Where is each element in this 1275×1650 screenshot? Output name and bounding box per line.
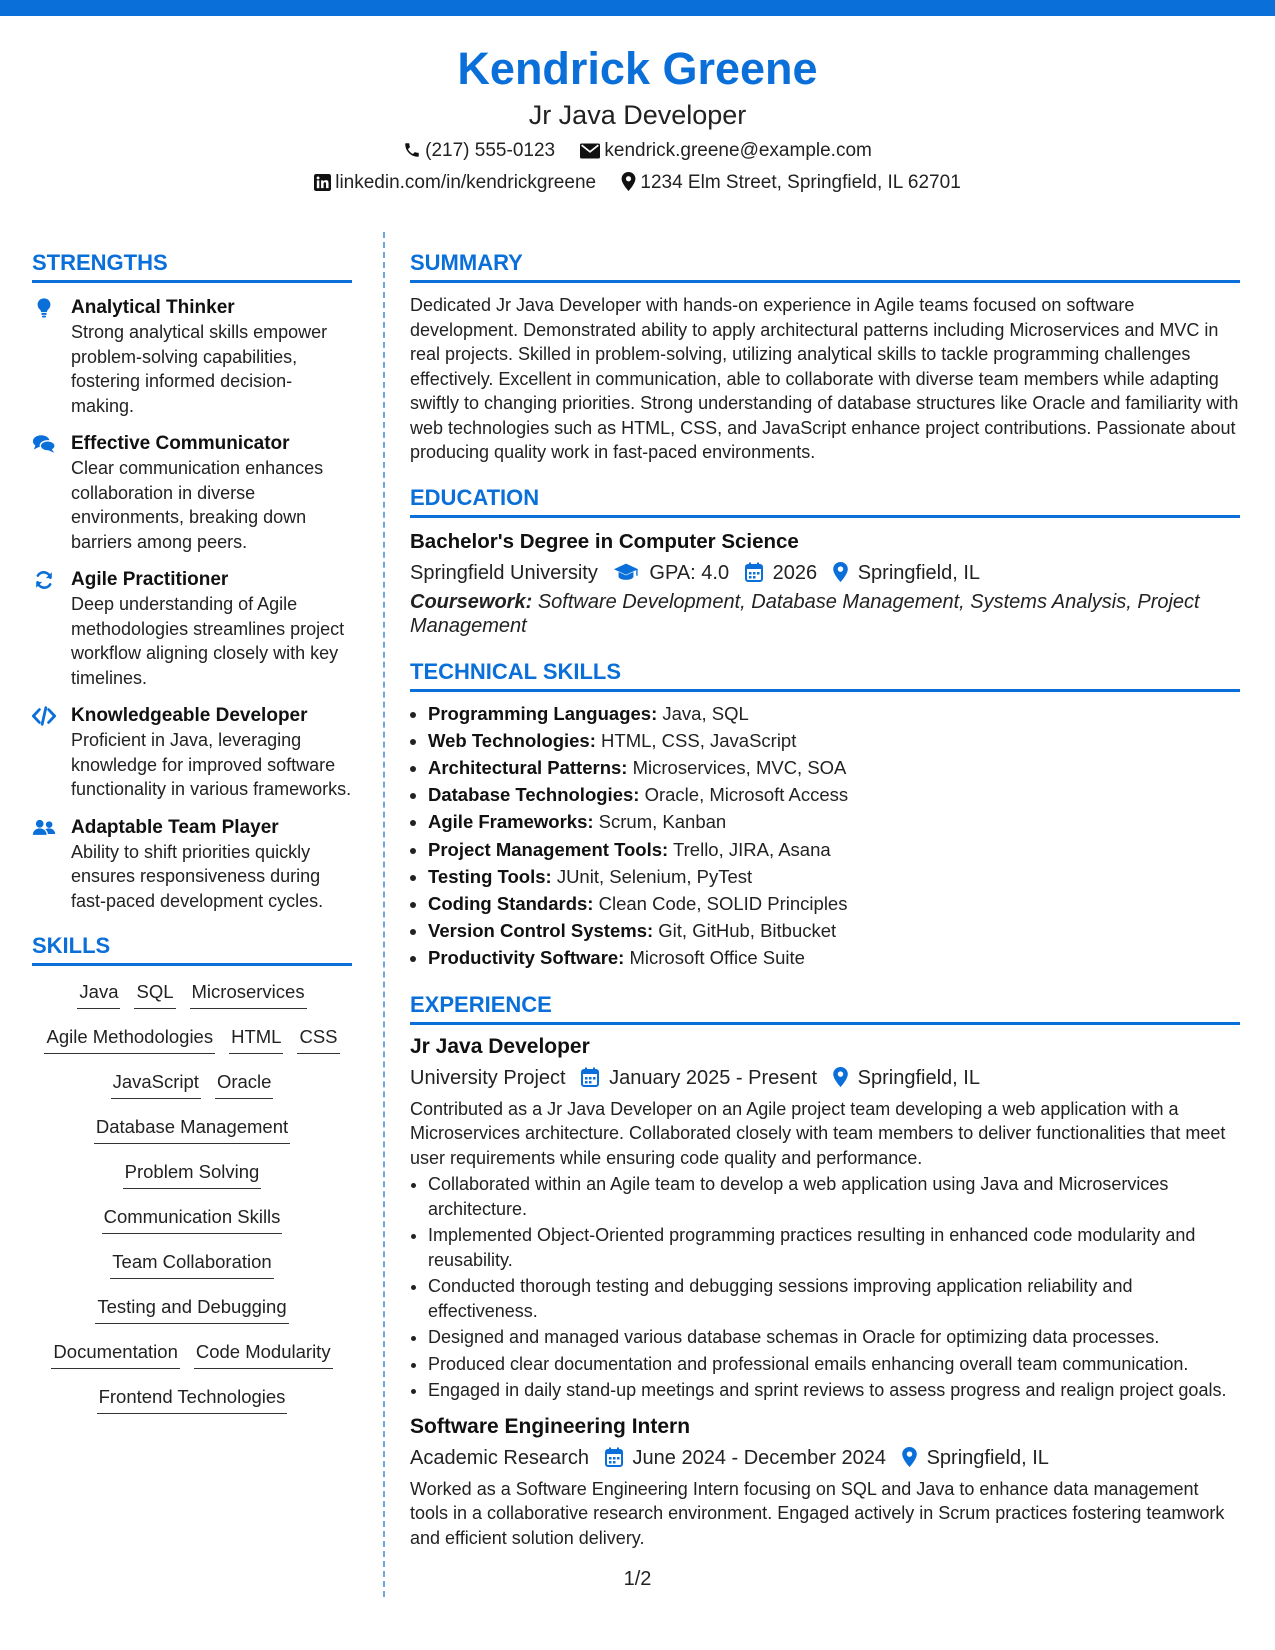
list-item — [428, 917, 1240, 944]
skill-tag: Communication Skills — [102, 1205, 283, 1234]
job-description: Contributed as a Jr Java Developer on an Agile project team developing a web application with a Microservices architecture. Collaborated closely with team members to deliver functionalities that meet user requirements while ensuring code quality and performance. — [410, 1098, 1226, 1168]
skills-row — [32, 1160, 352, 1205]
skill-category: Project Management Tools: — [428, 838, 669, 860]
skill-values: Java, SQL — [662, 702, 749, 724]
skill-tag: Java — [77, 980, 120, 1009]
coursework-list: Software Development, Database Management, Systems Analysis, Project Management — [410, 590, 1200, 637]
resume-header — [0, 40, 1275, 196]
skill-tag: Microservices — [190, 980, 307, 1009]
skills-cloud — [32, 980, 352, 1430]
experience-heading: EXPERIENCE — [410, 990, 1240, 1025]
summary-heading: SUMMARY — [410, 248, 1240, 283]
skill-category: Programming Languages: — [428, 702, 658, 724]
strength-title: Adaptable Team Player — [71, 816, 279, 838]
skill-tag: SQL — [134, 980, 175, 1009]
page-number: 1/2 — [623, 1568, 652, 1590]
skill-values: Microsoft Office Suite — [629, 947, 805, 969]
list-item: • Produced clear documentation and professional emails enhancing overall team communication. — [428, 1352, 1240, 1377]
email-text: kendrick.greene@example.com — [604, 140, 872, 161]
skill-tag: Team Collaboration — [110, 1250, 273, 1279]
skill-category: Coding Standards: — [428, 892, 594, 914]
skill-tag: Frontend Technologies — [97, 1385, 288, 1414]
job-bullets — [410, 1172, 1240, 1403]
calendar-icon — [605, 1447, 623, 1467]
job-location: Springfield, IL — [857, 1066, 980, 1089]
skills-row — [32, 1340, 352, 1385]
skills-row — [32, 1070, 352, 1115]
job-meta — [410, 1063, 1240, 1093]
job-organization: University Project — [410, 1066, 566, 1089]
map-pin-icon — [833, 1067, 848, 1087]
skills-section — [32, 931, 352, 1430]
skill-tag: Agile Methodologies — [44, 1025, 215, 1054]
skill-values: HTML, CSS, JavaScript — [601, 729, 797, 751]
skill-tag: Database Management — [94, 1115, 290, 1144]
code-icon — [32, 705, 56, 727]
skill-tag: Problem Solving — [123, 1160, 262, 1189]
skills-heading: SKILLS — [32, 931, 352, 966]
education-meta — [410, 558, 1240, 588]
skills-row — [32, 1205, 352, 1250]
school-name: Springfield University — [410, 561, 598, 584]
job-organization: Academic Research — [410, 1446, 589, 1469]
linkedin-text: linkedin.com/in/kendrickgreene — [335, 172, 597, 193]
phone-item — [403, 138, 555, 164]
strength-description: Proficient in Java, leveraging knowledge for improved software functionality in various frameworks. — [71, 730, 352, 799]
skill-tag: Documentation — [51, 1340, 179, 1369]
list-item — [428, 781, 1240, 808]
map-pin-icon — [833, 562, 848, 582]
strengths-list — [32, 295, 352, 913]
strength-title: Effective Communicator — [71, 433, 290, 454]
skill-tag: HTML — [229, 1025, 283, 1054]
sync-icon — [32, 569, 56, 591]
technical-skills-heading: TECHNICAL SKILLS — [410, 657, 1240, 692]
skill-category: Agile Frameworks: — [428, 811, 594, 833]
column-divider — [383, 232, 385, 1597]
contact-row-2 — [0, 170, 1275, 196]
skills-row — [32, 1295, 352, 1340]
skill-category: Productivity Software: — [428, 947, 625, 969]
skill-tag: JavaScript — [111, 1070, 201, 1099]
coursework-label: Coursework: — [410, 590, 533, 613]
list-item — [428, 890, 1240, 917]
summary-text: Dedicated Jr Java Developer with hands-on experience in Agile teams focused on software development. Demonstrated ability to apply architectural patterns including Microservices and MVC in real projects. Skilled in problem-solving, utilizing analytical skills to tackle programming challenges effectively. Excellent in communication, able to collaborate with diverse team members while adapting swiftly to changing priorities. Strong understanding of database structures like Oracle and familiarity with web technologies such as HTML, CSS, and JavaScript enhance project contributions. Passionate about producing quality work in fast-paced environments. — [410, 295, 1239, 462]
job-dates: June 2024 - December 2024 — [632, 1446, 887, 1469]
skill-tag: Code Modularity — [194, 1340, 333, 1369]
candidate-title: Jr Java Developer — [528, 100, 747, 130]
strength-item — [32, 815, 352, 914]
education-location: Springfield, IL — [857, 561, 981, 584]
comments-icon — [32, 433, 56, 455]
skills-row — [32, 1385, 352, 1430]
strength-description: Clear communication enhances collaboration in diverse environments, breaking down barriers among peers. — [71, 458, 324, 552]
skill-category: Testing Tools: — [428, 865, 552, 887]
skill-category: Database Technologies: — [428, 784, 640, 806]
technical-skills-list — [410, 700, 1240, 972]
skill-values: Git, GitHub, Bitbucket — [658, 920, 837, 942]
job-title: Software Engineering Intern — [410, 1414, 691, 1438]
education-section — [410, 483, 1240, 639]
graduation-year: 2026 — [772, 561, 818, 584]
map-pin-icon — [621, 172, 636, 191]
experience-section — [410, 990, 1240, 1551]
skill-values: Microservices, MVC, SOA — [632, 756, 847, 778]
strengths-heading: STRENGTHS — [32, 248, 352, 283]
gpa: GPA: 4.0 — [649, 561, 730, 584]
education-entry — [410, 528, 1240, 639]
strength-title: Analytical Thinker — [71, 297, 235, 318]
linkedin-item — [314, 170, 596, 196]
strength-description: Deep understanding of Agile methodologies streamlines project workflow aligning closely with key timelines. — [71, 594, 345, 688]
phone-text: (217) 555-0123 — [425, 140, 556, 161]
skill-tag: Oracle — [215, 1070, 274, 1099]
contact-row-1 — [0, 138, 1275, 164]
right-column — [410, 248, 1240, 1550]
lightbulb-icon — [32, 297, 56, 319]
envelope-icon — [580, 143, 600, 159]
job-description: Worked as a Software Engineering Intern focusing on SQL and Java to enhance data management tools in a collaborative research environment. Engaged actively in Scrum practices fostering teamwork and efficient solution delivery. — [410, 1478, 1225, 1548]
strength-title: Knowledgeable Developer — [71, 705, 308, 726]
job-entry — [410, 1413, 1240, 1551]
job-meta — [410, 1443, 1240, 1473]
skills-row — [32, 1025, 352, 1070]
skill-values: JUnit, Selenium, PyTest — [556, 865, 753, 887]
skill-values: Oracle, Microsoft Access — [644, 784, 849, 806]
strength-item — [32, 567, 352, 690]
email-item — [580, 138, 871, 164]
list-item: • Conducted thorough testing and debugging sessions improving application reliability and effectiveness. — [428, 1274, 1240, 1323]
strength-description: Strong analytical skills empower problem-solving capabilities, fostering informed decision-making. — [71, 322, 328, 416]
strength-item — [32, 431, 352, 554]
strength-item — [32, 295, 352, 418]
strength-description: Ability to shift priorities quickly ensures responsiveness during fast-paced development cycles. — [71, 841, 324, 911]
list-item — [428, 700, 1240, 727]
list-item — [428, 808, 1240, 835]
address-item — [621, 170, 960, 196]
coursework — [410, 590, 1240, 639]
list-item — [428, 836, 1240, 863]
users-icon — [32, 817, 56, 839]
list-item: • Implemented Object-Oriented programming practices resulting in enhanced code modularity and reusability. — [428, 1223, 1240, 1272]
calendar-icon — [745, 562, 763, 582]
list-item: • Collaborated within an Agile team to develop a web application using Java and Microservices architecture. — [428, 1172, 1240, 1221]
candidate-name: Kendrick Greene — [457, 43, 818, 94]
skill-values: Clean Code, SOLID Principles — [598, 892, 848, 914]
job-entry — [410, 1033, 1240, 1403]
education-heading: EDUCATION — [410, 483, 1240, 518]
skill-category: Web Technologies: — [428, 729, 596, 751]
skill-category: Architectural Patterns: — [428, 756, 628, 778]
skills-row — [32, 1115, 352, 1160]
phone-icon — [403, 141, 421, 159]
graduation-cap-icon — [613, 562, 639, 582]
list-item — [428, 727, 1240, 754]
calendar-icon — [581, 1067, 599, 1087]
skill-tag: Testing and Debugging — [95, 1295, 288, 1324]
skill-category: Version Control Systems: — [428, 920, 654, 942]
skill-values: Scrum, Kanban — [598, 811, 727, 833]
strength-item — [32, 703, 352, 802]
technical-skills-section — [410, 657, 1240, 972]
degree-title: Bachelor's Degree in Computer Science — [410, 529, 799, 553]
skills-row — [32, 1250, 352, 1295]
list-item: • Designed and managed various database schemas in Oracle for optimizing data processes. — [428, 1325, 1240, 1350]
skill-tag: CSS — [297, 1025, 339, 1054]
address-text: 1234 Elm Street, Springfield, IL 62701 — [640, 172, 961, 193]
list-item: • Engaged in daily stand-up meetings and sprint reviews to assess progress and realign project goals. — [428, 1378, 1240, 1403]
linkedin-icon — [314, 174, 331, 191]
list-item — [428, 944, 1240, 971]
strength-title: Agile Practitioner — [71, 569, 229, 590]
job-location: Springfield, IL — [926, 1446, 1049, 1469]
list-item — [428, 863, 1240, 890]
job-dates: January 2025 - Present — [609, 1066, 818, 1089]
skill-values: Trello, JIRA, Asana — [673, 838, 831, 860]
map-pin-icon — [902, 1447, 917, 1467]
top-accent-bar — [0, 0, 1275, 16]
skills-row — [32, 980, 352, 1025]
left-column — [32, 248, 352, 1430]
job-title: Jr Java Developer — [410, 1034, 590, 1058]
list-item — [428, 754, 1240, 781]
